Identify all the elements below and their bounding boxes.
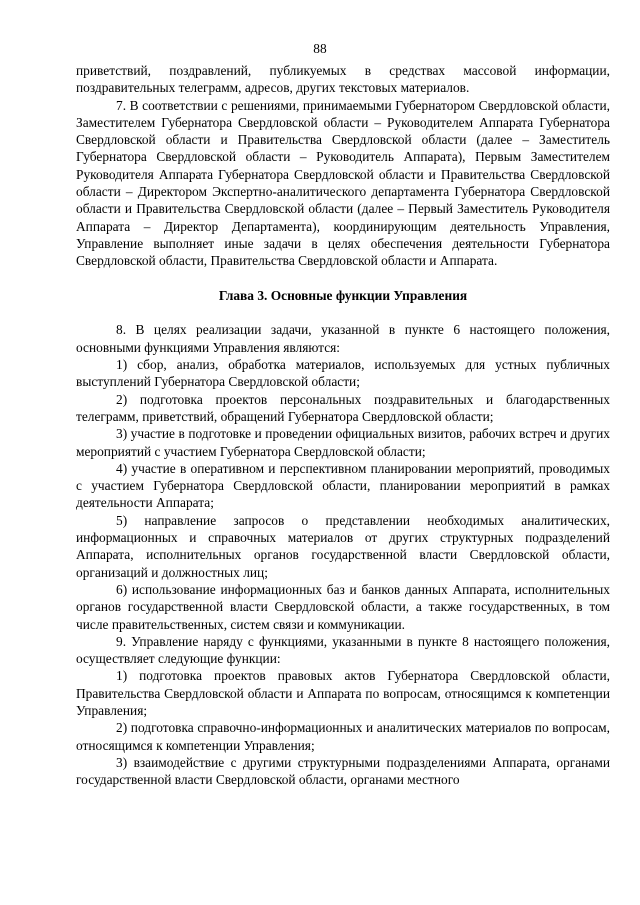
paragraph: 5) направление запросов о представлении необходимых аналитических, информационных и справочных материалов от других структурных подразделений Аппарата, исполнительных органов государственной власти Свердловской области, организаций и должностных лиц;: [76, 512, 610, 580]
paragraph: 8. В целях реализации задачи, указанной в пункте 6 настоящего положения, основными функциями Управления являются:: [76, 322, 610, 355]
chapter-heading: Глава 3. Основные функции Управления: [218, 287, 468, 303]
document-body: [76, 62, 610, 788]
paragraph: 1) подготовка проектов правовых актов Губернатора Свердловской области, Правительства Свердловской области и Аппарата по вопросам, относящимся к компетенции Управления;: [76, 668, 610, 718]
paragraph: 3) взаимодействие с другими структурными подразделениями Аппарата, органами государственной власти Свердловской области, органами местного: [76, 754, 610, 788]
paragraph: 6) использование информационных баз и банков данных Аппарата, исполнительных органов государственной власти Свердловской области, а также государственных, в том числе правительственных, систем связи и коммуникации.: [76, 581, 610, 632]
paragraph: 9. Управление наряду с функциями, указанными в пункте 8 настоящего положения, осуществляет следующие функции:: [76, 633, 610, 667]
paragraph: 2) подготовка справочно-информационных и аналитических материалов по вопросам, относящимся к компетенции Управления;: [76, 720, 610, 753]
paragraph: 4) участие в оперативном и перспективном планировании мероприятий, проводимых с участием Губернатора Свердловской области, планировании мероприятий в рамках деятельности Аппарата;: [76, 460, 610, 511]
page-number: 88: [313, 41, 327, 56]
paragraph: 7. В соответствии с решениями, принимаемыми Губернатором Свердловской области, Заместителем Губернатора Свердловской области – Руководителем Аппарата Губернатора Свердловской области и Правительства Свердловской области (далее – Заместитель Губернатора Свердловской области – Руководитель Аппарата), Первым Заместителем Руководителя Аппарата Губернатора Свердловской области и Правительства Свердловской области – Директором Экспертно-аналитического департамента Губернатора Свердловской области и Правительства Свердловской области (далее – Первый Заместитель Руководителя Аппарата – Директор Департамента), координирующим деятельность Управления, Управление выполняет иные задачи в целях обеспечения деятельности Губернатора Свердловской области, Правительства Свердловской области и Аппарата.: [76, 97, 610, 269]
paragraph: 1) сбор, анализ, обработка материалов, используемых для устных публичных выступлений Губернатора Свердловской области;: [76, 357, 610, 390]
paragraph: 3) участие в подготовке и проведении официальных визитов, рабочих встреч и других мероприятий с участием Губернатора Свердловской области;: [76, 426, 610, 459]
paragraph: приветствий, поздравлений, публикуемых в средствах массовой информации, поздравительных телеграмм, адресов, других текстовых материалов.: [76, 63, 610, 96]
paragraph: 2) подготовка проектов персональных поздравительных и благодарственных телеграмм, приветствий, обращений Губернатора Свердловской области;: [76, 391, 610, 424]
